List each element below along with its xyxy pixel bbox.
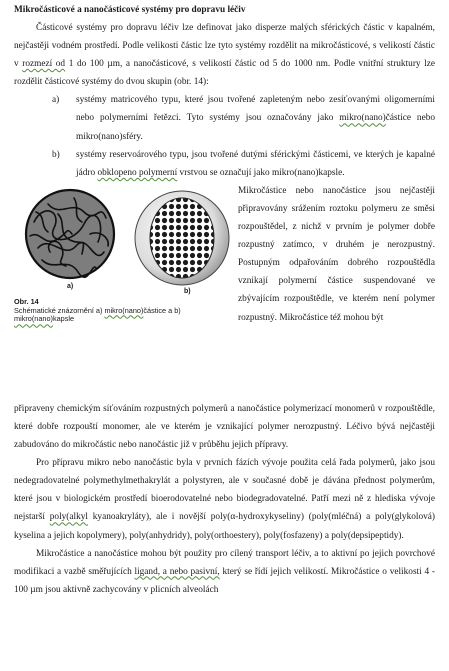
figure-illustration	[14, 182, 236, 294]
figure-section	[14, 182, 435, 400]
caption-title: Obr. 14	[14, 296, 39, 306]
figure-label-a: a)	[67, 282, 74, 290]
list-item: a) systémy matricového typu, které jsou tvořené zapleteným nebo zesíťovanými oligomerními nebo polymerními řetězci. Tyto systémy jsou označovány jako mikro(nano)částice nebo mikro(nano)sféry.	[14, 91, 435, 145]
section-title: Mikročásticové a nanočásticové systémy pro dopravu léčiv	[14, 5, 246, 15]
structure-list	[14, 91, 435, 181]
figure-caption: Obr. 14 Schématické znázornění a) mikro(nano)částice a b) mikro(nano)kapsle	[14, 298, 194, 324]
spellcheck-mark: ligand, a nebo pasivní,	[134, 566, 220, 577]
list-item: b) systémy reservoárového typu, jsou tvořené dutými sférickými částicemi, ve kterých je kapalné jádro obklopeno polymerní vrstvou se označují jako mikro(nano)kapsle.	[14, 146, 435, 182]
figure-label-b: b)	[184, 287, 191, 295]
microcapsule-illustration	[135, 191, 229, 285]
spellcheck-mark: obklopeno polymerní	[97, 167, 178, 178]
spellcheck-mark: mikro(nano)	[339, 113, 386, 124]
spellcheck-mark: poly(alkyl	[49, 512, 88, 523]
microsphere-illustration	[26, 190, 114, 278]
paragraph-preparation: Mikročástice nebo nanočástice jsou nejčastěji připravovány srážením roztoku polymeru ze směsi rozpouštědel, z nichž v prvním je polymer dobře rozpustný zatímco, v druhém je nerozpustný. Postupným odpařováním dobrého rozpouštědla vznikají polymerní částice suspendované ve zbývajícím rozpouštědle, ve kterém není polymer rozpustný. Mikročástice též mohou být	[238, 185, 435, 323]
paragraph-targeting: Mikročástice a nanočástice mohou být použity pro cílený transport léčiv, a to aktivní po jejich povrchové modifikaci a vazbě směřujících ligand, a nebo pasivní, který se řídí jejich velikostí. Mikročástice o velikosti 4 - 100 µm jsou aktivně zachycovány v plicních alveolách	[14, 548, 435, 595]
paragraph-crosslinking: připraveny chemickým síťováním rozpustných polymerů a nanočástice polymerizací monomerů v rozpouštědle, které dobře rozpouští monomer, ale ve kterém je vznikající polymer nerozpustný. Léčivo bývá nejčastěji zabudováno do mikročástic nebo nanočástic již v průběhu jejich přípravy.	[14, 403, 435, 451]
list-marker: a)	[52, 95, 60, 106]
spellcheck-mark: mikro(nano)	[104, 305, 144, 315]
spellcheck-mark: mikro(nano)	[14, 314, 53, 324]
figure-14	[14, 182, 236, 400]
paragraph-polymers: Pro přípravu mikro nebo nanočástic byla v prvních fázích vývoje použita celá řada polymerů, jako jsou nedegradovatelné polymethylmethakrylát a polystyren, ale v současné době je dávána přednost polymerům, které jsou v biologickém prostředí bioerodovatelné nebo biodegradovatelné. Patří mezi ně z hlediska vývoje nejstarší poly(alkyl kyanoakryláty), ale i novější poly(α-hydroxykyseliny) (poly(mléčná) a poly(glykolová) kyselina a jejich kopolymery), poly(anhydridy), poly(orthoestery), poly(fosfazeny) a poly(depsipeptidy).	[14, 458, 435, 541]
paragraph-intro: Částicové systémy pro dopravu léčiv lze definovat jako disperze malých sférických částic v kapalném, nejčastěji vodném prostředí. Podle velikosti částic lze tyto systémy rozdělit na mikročásticové, s velikostí částic v rozmezí od 1 do 100 µm, a nanočásticové, s velikostí částic od 5 do 1000 nm. Podle vnitřní struktury lze rozdělit částicové systémy do dvou skupin (obr. 14):	[14, 23, 435, 88]
figure-side-text	[238, 182, 435, 327]
spellcheck-mark: rozmezí od	[22, 59, 66, 70]
list-marker: b)	[52, 149, 60, 160]
